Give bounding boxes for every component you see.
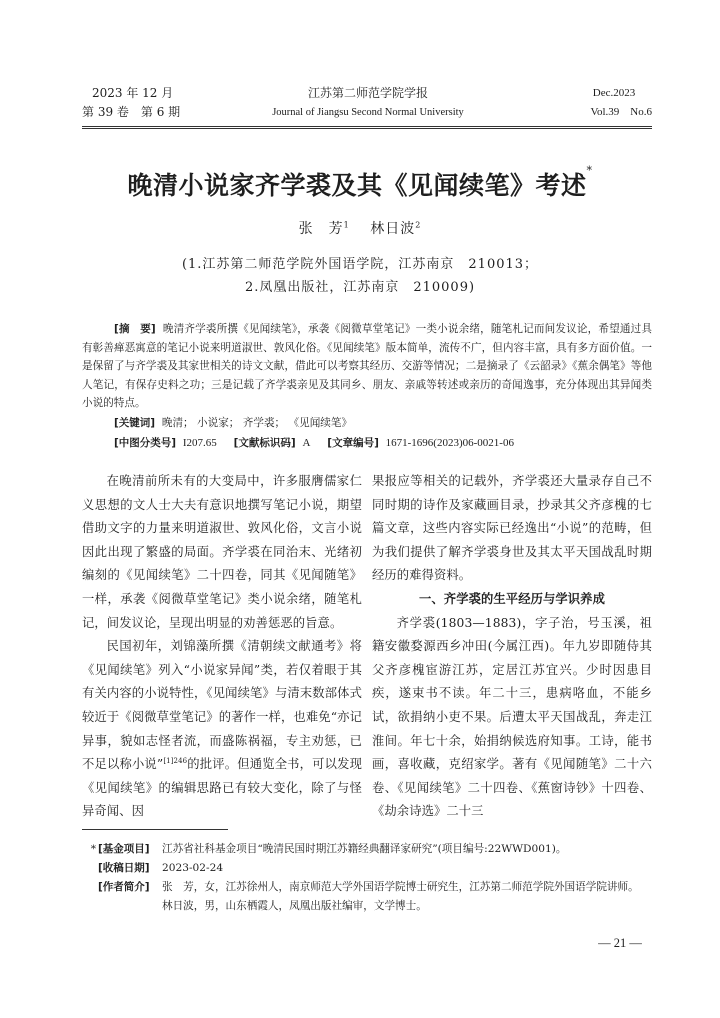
title-footnote-mark: *	[586, 164, 593, 177]
abstract-label: [摘 要]	[114, 323, 156, 335]
header-volume-issue: 第 39 卷 第 6 期	[82, 105, 181, 119]
body-paragraph: 在晚清前所未有的大变局中，许多服膺儒家仁义思想的文人士大夫有意识地撰写笔记小说，期望借助文字的力量来明道淑世、敦风化俗，文言小说因此出现了繁盛的局面。齐学裘在同治末、光绪初编刻的《见闻续笔》二十四卷，同其《见闻随笔》一样，承袭《阅微草堂笔记》类小说余绪，随笔札记，间发议论，呈现出明显的劝善惩恶的旨意。	[82, 474, 362, 630]
footnote-author-bio-2	[82, 897, 652, 916]
footnote-funding	[82, 840, 652, 859]
body-paragraph-text: 民国初年，刘锦藻所撰《清朝续文献通考》将《见闻续笔》列入“小说家异闻”类，若仅着眼于其有关内容的小说特性，《见闻续笔》与清末数部体式较近于《阅微草堂笔记》的著作一样，也难免“亦记异事，貌如志怪者流，而盛陈祸福，专主劝惩，已不足以称小说”	[82, 639, 362, 772]
citation-ref: [1]246	[163, 757, 188, 766]
classification-line	[114, 434, 654, 453]
footnote-label: [作者简介]	[98, 881, 150, 893]
footnote-divider	[82, 829, 228, 830]
clc-value: I207.65	[182, 437, 217, 449]
page-number: — 21 —	[598, 936, 642, 950]
author-list	[60, 218, 660, 238]
footnote-star	[82, 859, 98, 878]
footnote-label: [收稿日期]	[98, 862, 150, 874]
header-volume-issue-en: Vol.39 No.6	[590, 106, 652, 118]
keyword: 晚清	[161, 417, 184, 429]
header-double-rule	[82, 126, 652, 129]
author-name: 张 芳	[298, 221, 344, 237]
footnote-text: 2023-02-24	[162, 862, 224, 874]
body-paragraph	[82, 635, 362, 824]
article-title	[60, 166, 660, 202]
header-journal-name	[232, 84, 504, 122]
section-heading: 一、齐学裘的生平经历与学识养成	[419, 591, 605, 606]
footnote-text: 江苏省社科基金项目“晚清民国时期江苏籍经典翻译家研究”(项目编号:22WWD001)。	[162, 843, 567, 855]
footnotes	[82, 840, 652, 916]
footnote-label: [基金项目]	[98, 843, 150, 855]
doc-code-value: A	[302, 437, 311, 449]
body-paragraph-text: 的批评。但通览全书，可以发现《见闻续笔》的编辑思路已有较大变化，除了与怪异奇闻、因	[82, 757, 362, 819]
clc-label: [中图分类号]	[114, 437, 177, 449]
abstract-text: 晚清齐学裘所撰《见闻续笔》，承袭《阅微草堂笔记》一类小说余绪，随笔札记而间发议论，希望通过具有彰善瘅恶寓意的笔记小说来明道淑世、敦风化俗。《见闻续笔》版本简单，流传不广，但内容丰富，具有多方面价值。一是保留了与齐学裘及其家世相关的诗文文献，借此可以考察其经历、交游等情况；二是摘录了《云韶录》《蕉余偶笔》等他人笔记，有保存史料之功；三是记载了齐学裘亲见及其同乡、朋友、亲戚等转述或亲历的奇闻逸事，充分体现出其异闻类小说的特点。	[82, 323, 652, 410]
header-date-en: Dec.2023	[592, 87, 636, 99]
author-name: 林日波	[370, 221, 416, 237]
keyword: 《见闻续笔》	[288, 417, 353, 429]
article-id-label: [文章编号]	[327, 437, 379, 449]
journal-name-cn: 江苏第二师范学院学报	[307, 86, 428, 100]
header-date: 2023 年 12 月	[92, 86, 174, 100]
abstract	[82, 320, 652, 413]
body-column-right	[372, 470, 652, 824]
header-issue-info-en	[540, 84, 652, 122]
header-issue-info	[82, 84, 232, 122]
footnote-received-date	[82, 859, 652, 878]
keyword: 齐学裘	[242, 417, 275, 429]
footnote-star: *	[90, 843, 96, 855]
affiliation-line: (1.江苏第二师范学院外国语学院，江苏南京 210013；	[181, 257, 539, 272]
footnote-star	[82, 878, 98, 897]
affiliation-line: 2.凤凰出版社，江苏南京 210009)	[244, 280, 476, 295]
footnote-text: 林日波，男，山东栖霞人，凤凰出版社编审，文学博士。	[162, 900, 427, 912]
footnote-label	[98, 897, 162, 916]
keywords-label: [关键词]	[114, 417, 156, 429]
article-id-value: 1671-1696(2023)06-0021-06	[385, 437, 514, 449]
journal-name-en: Journal of Jiangsu Second Normal University	[272, 107, 464, 118]
author-affil-mark: 1	[343, 220, 350, 230]
keywords: [关键词] 晚清； 小说家； 齐学裘； 《见闻续笔》	[114, 417, 353, 429]
body-paragraph: 齐学裘(1803—1883)，字子治，号玉溪，祖籍安徽婺源西乡冲田(今属江西)。年九岁即随侍其父齐彦槐宦游江苏，定居江苏宜兴。少时因患目疾，遂束书不读。年二十三，患病咯血，不能乡试，欲捐纳小吏不果。后遭太平天国战乱，奔走江淮间。年七十余，始捐纳候选府知事。工诗，能书画，喜收藏，克绍家学。著有《见闻随笔》二十六卷、《见闻续笔》二十四卷、《蕉窗诗钞》十四卷、《劫余诗选》二十三	[372, 615, 652, 819]
keyword: 小说家	[197, 417, 229, 429]
footnote-author-bio	[82, 878, 652, 897]
footnote-text: 张 芳，女，江苏徐州人，南京师范大学外国语学院博士研究生，江苏第二师范学院外国语学院讲师。	[162, 881, 639, 893]
body-column-left	[82, 470, 362, 824]
doc-code-label: [文献标识码]	[233, 437, 296, 449]
footnote-star	[82, 897, 98, 916]
article-title-text: 晚清小说家齐学裘及其《见闻续笔》考述	[127, 171, 587, 200]
author-affil-mark: 2	[415, 220, 422, 230]
body-paragraph-continued: 果报应等相关的记载外，齐学裘还大量录存自己不同时期的诗作及家藏画目录，抄录其父齐彦槐的七篇文章，这些内容实际已经逸出“小说”的范畴，但为我们提供了解齐学裘身世及其太平天国战乱时期经历的难得资料。	[372, 474, 652, 583]
affiliations	[60, 253, 660, 299]
